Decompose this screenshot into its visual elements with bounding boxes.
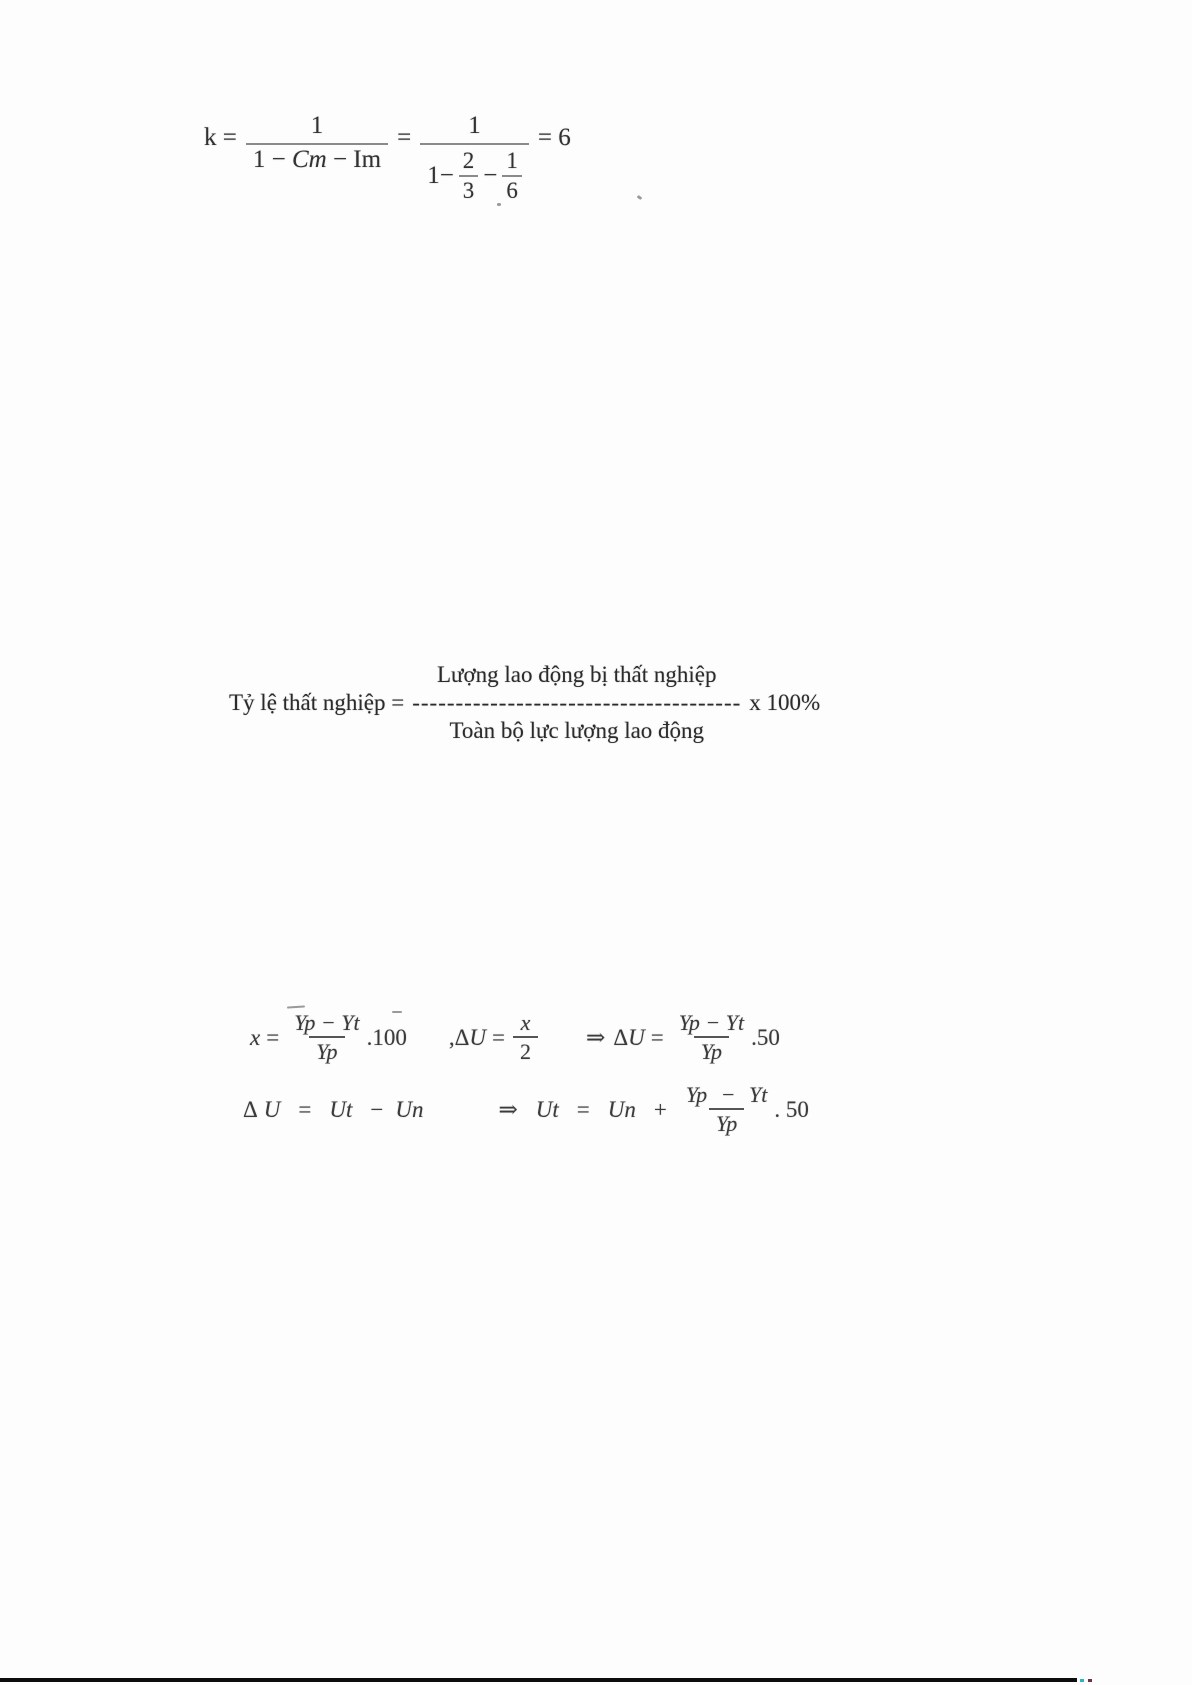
formula-k-result: = 6 [537, 124, 571, 151]
minus-sign: − [483, 162, 498, 189]
unemployment-fraction [412, 660, 741, 746]
comma: , [448, 1024, 455, 1050]
bottom-scan-bar [0, 1678, 1077, 1682]
den-part: 1− [427, 162, 454, 189]
scan-speck [287, 1005, 305, 1008]
implies-arrow: ⇒ [498, 1096, 518, 1122]
fraction-x-over-2: $\frac{x}{2}$ [513, 1010, 538, 1065]
scan-speck-cyan [1080, 1679, 1084, 1682]
okun-formula-row-2 [243, 1082, 809, 1137]
denominator-expression [427, 146, 522, 204]
un-variable: Un [395, 1096, 424, 1122]
equals-sign: = [650, 1024, 664, 1050]
un-variable: Un [607, 1096, 636, 1122]
delta-symbol: Δ [454, 1024, 470, 1050]
u-variable: U [628, 1024, 645, 1050]
plus-sign: + [653, 1096, 667, 1122]
multiplier-formula [204, 102, 571, 204]
unemployment-numerator: Lượng lao động bị thất nghiệp [436, 662, 717, 687]
times-100-percent: x 100% [749, 690, 821, 715]
equals-sign: = [298, 1096, 312, 1122]
unemployment-rate-formula [229, 660, 820, 746]
fraction-yp-yt-over-yp: $\frac{Yp - Yt}{Yp}$ [685, 1082, 768, 1136]
times-50: .50 [751, 1024, 780, 1050]
scan-speck [497, 203, 501, 206]
ut-variable: Ut [329, 1096, 353, 1122]
fraction-dash-line: -------------------------------------- [412, 690, 742, 715]
fraction-denominator [420, 143, 529, 204]
fraction-numerator: 1 [310, 112, 324, 139]
formula-k-lhs: k = [204, 124, 237, 151]
implies-arrow: ⇒ [586, 1024, 606, 1050]
fraction-yp-yt-over-yp: $\frac{Yp - Yt}{Yp}$ [678, 1010, 745, 1064]
equals-sign: = [576, 1096, 590, 1122]
equals-sign: = [397, 124, 412, 151]
times-50: . 50 [774, 1096, 809, 1122]
u-variable: U [263, 1096, 281, 1122]
unemployment-denominator: Toàn bộ lực lượng lao động [449, 718, 705, 743]
minus-sign: − [370, 1096, 384, 1122]
den-part: − Im [326, 146, 382, 173]
den-part: 1 − [252, 146, 292, 173]
fraction-one-sixth: $\frac{1}{6}$ [502, 148, 522, 204]
scan-speck-maroon [1088, 1679, 1092, 1682]
x-variable: x [250, 1024, 261, 1050]
equals-sign: = [266, 1024, 280, 1050]
ut-variable: Ut [535, 1096, 559, 1122]
fraction-one-over-1-23-16 [420, 102, 529, 204]
fraction-denominator [246, 143, 388, 174]
fraction-yp-yt-over-yp: $\frac{Yp - Yt}{Yp}$ [294, 1010, 360, 1064]
cm-variable: Cm [291, 146, 327, 173]
fraction-numerator: 1 [468, 112, 481, 139]
delta-symbol: Δ [243, 1096, 258, 1122]
times-100: .100 [366, 1024, 407, 1050]
scan-speck [637, 195, 643, 200]
equals-sign: = [492, 1024, 506, 1050]
okun-formula-row-1 [250, 1010, 780, 1065]
fraction-one-over-1-cm-im [246, 102, 388, 174]
delta-symbol: Δ [613, 1024, 629, 1050]
u-variable: U [469, 1024, 487, 1050]
unemployment-rate-label: Tỷ lệ thất nghiệp = [229, 690, 405, 715]
fraction-two-thirds: $\frac{2}{3}$ [459, 148, 479, 204]
